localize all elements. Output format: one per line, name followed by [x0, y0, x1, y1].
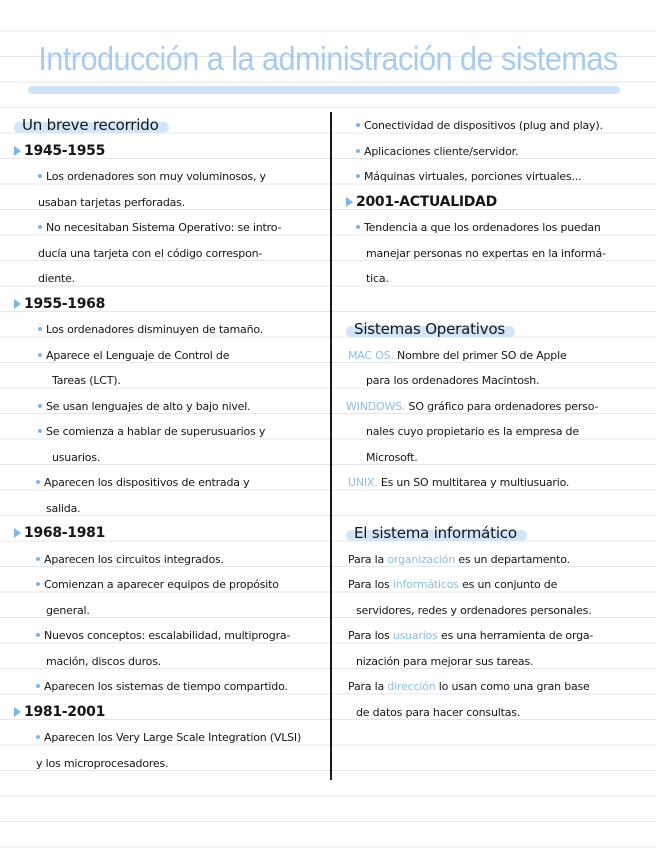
text-line: Nombre del primer SO de Apple	[397, 348, 567, 362]
section-heading-line	[346, 521, 646, 547]
text-line: para los ordenadores Macintosh.	[366, 374, 540, 387]
period-heading	[14, 292, 320, 318]
dot-bullet-icon	[38, 327, 42, 331]
period-heading	[14, 700, 320, 726]
definition-line	[346, 343, 646, 369]
term: WINDOWS.	[346, 399, 406, 413]
text-line: servidores, redes y ordenadores personales.	[356, 603, 592, 617]
period-heading	[14, 139, 320, 165]
text-line: es una herramienta de orga-	[441, 629, 594, 642]
period-heading	[346, 190, 646, 216]
dot-bullet-icon	[36, 633, 40, 637]
triangle-bullet-icon	[346, 197, 353, 207]
text-prefix: Para los	[348, 629, 390, 642]
section-heading	[346, 521, 527, 548]
text-line: general.	[46, 603, 90, 617]
definition-line	[346, 394, 646, 420]
text-line: ducía una tarjeta con el código correspon-	[38, 246, 263, 260]
dot-bullet-icon	[356, 123, 360, 127]
title-underline	[28, 86, 620, 94]
text-prefix: Para la	[348, 552, 385, 566]
text-line: Aparecen los circuitos integrados.	[44, 552, 224, 566]
text-line: manejar personas no expertas en la informá-	[366, 246, 606, 260]
text-line: tica.	[366, 272, 389, 285]
period-year: 1945-1955	[24, 142, 106, 159]
bullet-line	[14, 164, 320, 190]
triangle-bullet-icon	[14, 146, 21, 156]
bullet-line	[346, 164, 646, 190]
spacer-line	[346, 496, 646, 522]
dot-bullet-icon	[38, 429, 42, 433]
text-line: nales cuyo propietario es la empresa de	[366, 425, 579, 438]
period-year: 1981-2001	[24, 703, 106, 720]
text-line: Aplicaciones cliente/servidor.	[364, 144, 519, 158]
text-line: Tendencia a que los ordenadores los puedan	[364, 221, 601, 234]
section-heading-line	[346, 317, 646, 343]
dot-bullet-icon	[356, 225, 360, 229]
period-year: 2001-ACTUALIDAD	[356, 193, 497, 210]
heading-text: Sistemas Operativos	[354, 320, 506, 338]
dot-bullet-icon	[36, 557, 40, 561]
text-line: y los microprocesadores.	[36, 756, 169, 770]
triangle-bullet-icon	[14, 528, 21, 538]
spacer-line	[346, 292, 646, 318]
text-line: usaban tarjetas perforadas.	[38, 195, 186, 209]
text-line: diente.	[38, 272, 75, 285]
text-line: Es un SO multitarea y multiusuario.	[380, 476, 570, 489]
text-prefix: Para los	[348, 578, 390, 591]
text-line: mación, discos duros.	[46, 654, 162, 668]
text-line: es un conjunto de	[462, 578, 558, 591]
text-line: usuarios.	[52, 450, 101, 464]
text-line: Máquinas virtuales, porciones virtuales...	[364, 170, 582, 183]
text-line: Tareas (LCT).	[52, 374, 121, 387]
dot-bullet-icon	[36, 582, 40, 586]
text-line: Los ordenadores disminuyen de tamaño.	[46, 323, 263, 336]
bullet-line	[14, 215, 320, 241]
column-divider	[330, 112, 332, 780]
text-line: Microsoft.	[366, 450, 418, 464]
section-heading-line	[14, 113, 320, 139]
left-column	[14, 113, 320, 776]
bullet-line	[14, 317, 320, 343]
text-prefix: Para la	[348, 680, 385, 693]
text-line: es un departamento.	[458, 552, 570, 566]
text-line: Comienzan a aparecer equipos de propósito	[44, 578, 279, 591]
bullet-line	[14, 725, 320, 751]
right-column	[346, 113, 646, 725]
triangle-bullet-icon	[14, 707, 21, 717]
text-line: Aparecen los sistemas de tiempo compartido.	[44, 680, 288, 693]
dot-bullet-icon	[38, 225, 42, 229]
section-heading	[346, 317, 515, 344]
period-year: 1968-1981	[24, 525, 106, 541]
dot-bullet-icon	[36, 735, 40, 739]
term: informáticos	[392, 578, 459, 591]
text-line: Aparecen los dispositivos de entrada y	[44, 476, 250, 489]
text-line: salida.	[46, 501, 81, 515]
dot-bullet-icon	[356, 174, 360, 178]
text-line: Nuevos conceptos: escalabilidad, multiprogra-	[44, 629, 291, 642]
bullet-line	[14, 572, 320, 598]
period-year: 1955-1968	[24, 295, 106, 312]
bullet-line	[14, 470, 320, 496]
text-line: Conectividad de dispositivos (plug and play).	[364, 119, 603, 132]
term: usuarios	[392, 629, 438, 642]
text-line: Se comienza a hablar de superusuarios y	[46, 425, 266, 438]
term: MAC OS.	[348, 348, 394, 362]
text-line: de datos para hacer consultas.	[356, 705, 521, 719]
bullet-line	[346, 215, 646, 241]
triangle-bullet-icon	[14, 299, 21, 309]
bullet-line	[14, 674, 320, 700]
term: organización	[387, 552, 456, 566]
text-line: Se usan lenguajes de alto y bajo nivel.	[46, 399, 251, 413]
definition-line	[346, 470, 646, 496]
bullet-line	[14, 343, 320, 369]
bullet-line	[14, 547, 320, 573]
dot-bullet-icon	[36, 480, 40, 484]
period-heading	[14, 521, 320, 547]
bullet-line	[346, 139, 646, 165]
text-line: lo usan como una gran base	[438, 680, 590, 693]
term: UNIX.	[348, 476, 378, 489]
dot-bullet-icon	[36, 684, 40, 688]
bullet-line	[14, 419, 320, 445]
heading-text: El sistema informático	[354, 524, 517, 542]
definition-line	[346, 547, 646, 573]
text-line: Los ordenadores son muy voluminosos, y	[46, 170, 266, 183]
heading-text: Un breve recorrido	[22, 116, 159, 134]
page-title: Introducción a la administración de sistemas	[38, 40, 618, 77]
bullet-line	[14, 623, 320, 649]
text-line: Aparece el Lenguaje de Control de	[46, 348, 230, 362]
term: dirección	[387, 680, 436, 693]
text-line: SO gráfico para ordenadores perso-	[408, 399, 599, 413]
text-line: No necesitaban Sistema Operativo: se intro-	[46, 221, 282, 234]
definition-line	[346, 572, 646, 598]
bullet-line	[346, 113, 646, 139]
dot-bullet-icon	[38, 404, 42, 408]
definition-line	[346, 674, 646, 700]
dot-bullet-icon	[356, 149, 360, 153]
text-line: nización para mejorar sus tareas.	[356, 654, 534, 668]
bullet-line	[14, 394, 320, 420]
definition-line	[346, 623, 646, 649]
section-heading	[14, 113, 169, 140]
text-line: Aparecen los Very Large Scale Integration (VLSI)	[44, 731, 302, 744]
dot-bullet-icon	[38, 353, 42, 357]
dot-bullet-icon	[38, 174, 42, 178]
